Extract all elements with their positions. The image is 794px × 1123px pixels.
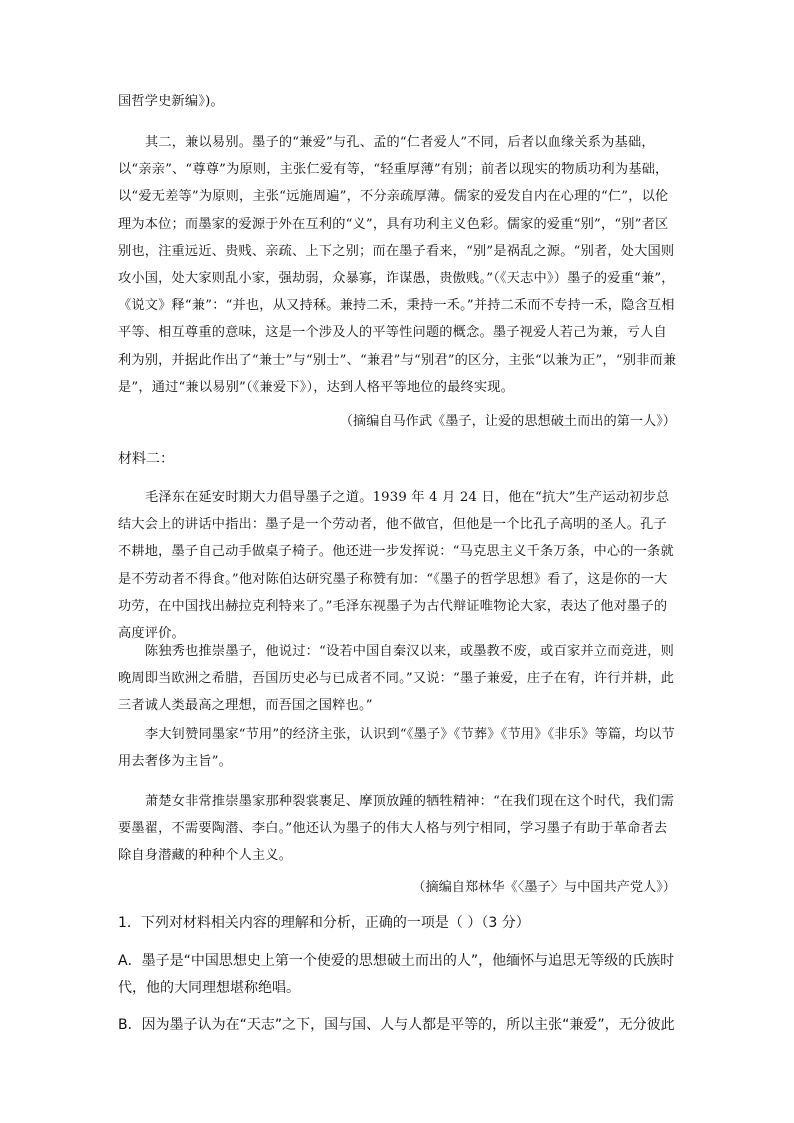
question-stem: 1．下列对材料相关内容的理解和分析，正确的一项是（ ）（3 分） bbox=[118, 915, 530, 931]
paragraph-mao-zedong: 毛泽东在延安时期大力倡导墨子之道。1939 年 4 月 24 日，他在“抗大”生产运动初步总结大会上的讲话中指出：墨子是一个劳动者，他不做官，但他是一个比孔子高明的圣人。孔子不耕地，墨子自己动手做桌子椅子。他还进一步发挥说：“马克思主义千条万条，中心的一条就是不劳动者不得食。”他对陈伯达研究墨子称赞有加：“《墨子的哲学思想》看了，这是你的一大功劳，在中国找出赫拉克利特来了。”毛泽东视墨子为古代辩证唯物论大家，表达了他对墨子的高度评价。 bbox=[118, 490, 674, 642]
previous-paragraph-tail: 国哲学史新编》)。 bbox=[118, 94, 224, 109]
option-a[interactable]: A．墨子是“中国思想史上第一个使爱的思想破土而出的人”，他缅怀与追思无等级的氏族时代，他的大同理想堪称绝唱。 bbox=[118, 953, 675, 996]
option-b[interactable]: B．因为墨子认为在“天志”之下，国与国、人与人都是平等的，所以主张“兼爱”，无分彼此 bbox=[118, 1017, 675, 1033]
paragraph-chen-duxiu: 陈独秀也推崇墨子，他说过：“设若中国自秦汉以来，或墨教不废，或百家并立而竞进，则晚周即当欧洲之希腊，吾国历史必与已成者不同。”又说：“墨子兼爱，庄子在宥，许行并耕，此三者诚人类最高之理想，而吾国之国粹也。” bbox=[118, 644, 675, 714]
paragraph-li-dazhao: 李大钊赞同墨家“节用”的经济主张，认识到“《墨子》《节葬》《节用》《非乐》等篇，均以节用去奢侈为主旨”。 bbox=[118, 727, 675, 770]
paragraph-second-point: 其二，兼以易别。墨子的“兼爱”与孔、孟的“仁者爱人”不同，后者以血缘关系为基础，以“亲亲”、“尊尊”为原则，主张仁爱有等，“轻重厚薄”有别；前者以现实的物质功利为基础，以“爱无差等”为原则，主张“远施周遍”，不分亲疏厚薄。儒家的爱发自内在心理的“仁”，以伦理为本位；而墨家的爱源于外在互利的“义”，具有功利主义色彩。儒家的爱重“别”，“别”者区别也，注重远近、贵贱、亲疏、上下之别；而在墨子看来，“别”是祸乱之源。“别者，处大国则攻小国，处大家则乱小家，强劫弱，众暴寡，诈谋愚，贵傲贱。”（《天志中》）墨子的爱重“兼”，《说文》释“兼”：“并也，从又持秝。兼持二禾，秉持一禾。”并持二禾而不专持一禾，隐含互相平等、相互尊重的意味，这是一个涉及人的平等性问题的概念。墨子视爱人若己为兼，亏人自利为别，并据此作出了“兼士”与“别士”、“兼君”与“别君”的区分，主张“以兼为正”，“别非而兼是”，通过“兼以易别”（《兼爱下》），达到人格平等地位的最终实现。 bbox=[118, 135, 677, 395]
source-citation-1: （摘编自马作武《墨子，让爱的思想破土而出的第一人》） bbox=[339, 414, 676, 429]
material-2-label: 材料二： bbox=[118, 451, 174, 467]
paragraph-xiao-chunu: 萧楚女非常推崇墨家那种裂裳裹足、摩顶放踵的牺牲精神：“在我们现在这个时代，我们需要墨翟，不需要陶潜、李白。”他还认为墨子的伟大人格与列宁相同，学习墨子有助于革命者去除自身潜藏的种种个人主义。 bbox=[118, 794, 675, 864]
source-citation-2: （摘编自郑林华《〈墨子〉与中国共产党人》） bbox=[412, 880, 676, 895]
